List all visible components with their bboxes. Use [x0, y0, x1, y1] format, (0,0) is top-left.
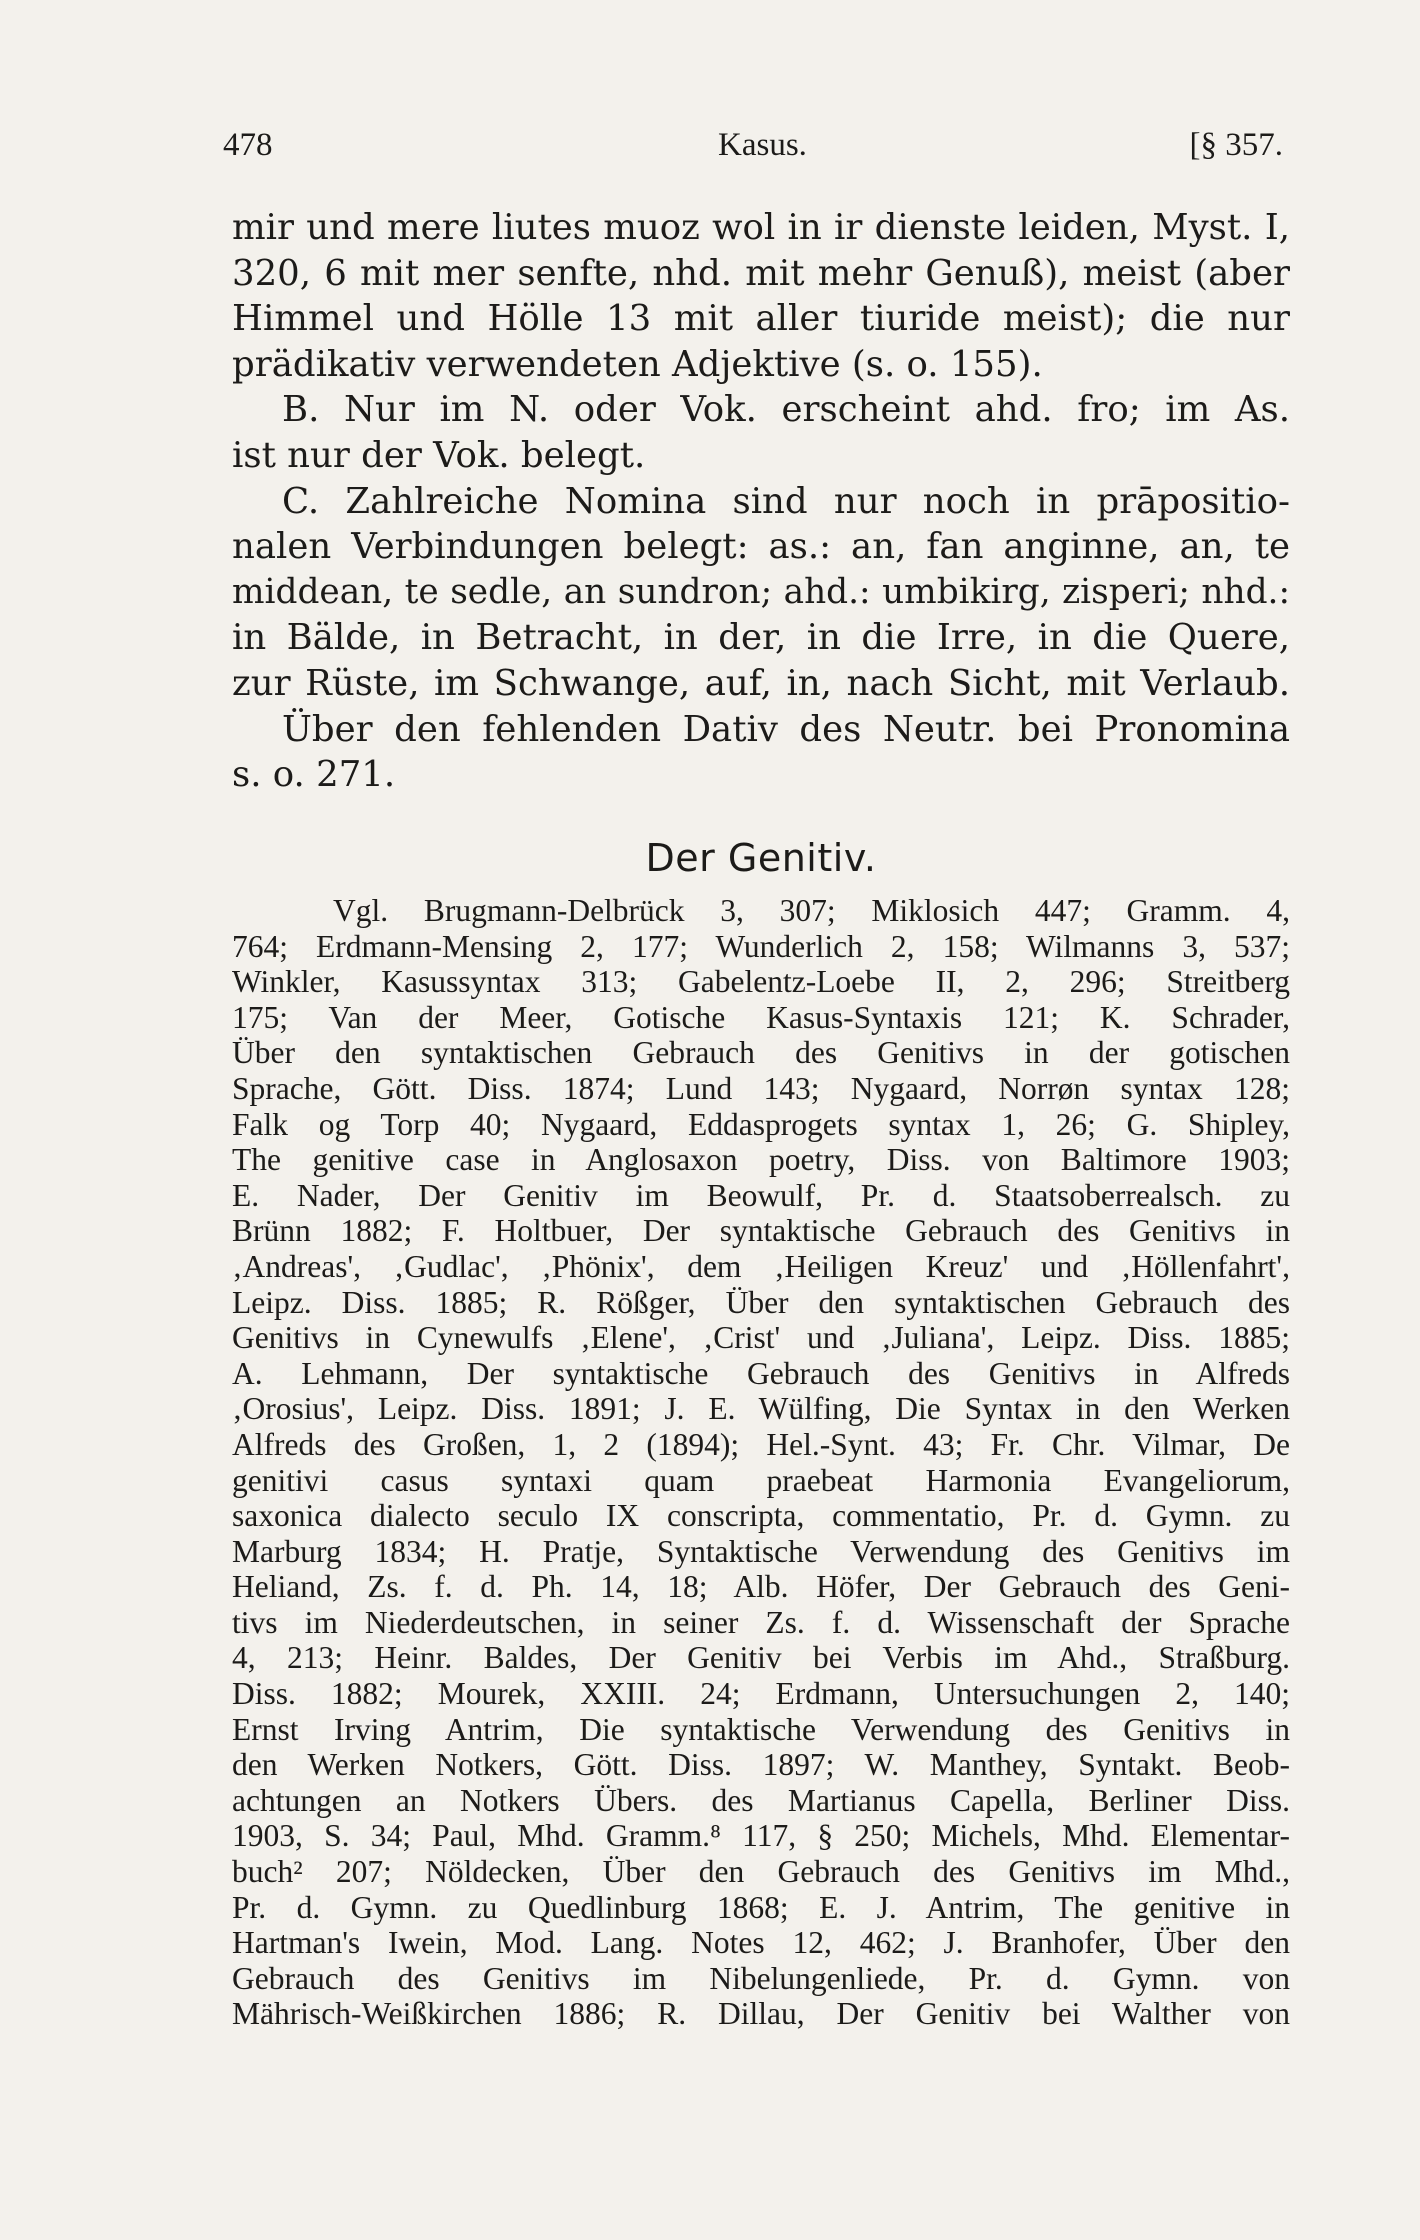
body-line: in Bälde, in Betracht, in der, in die Irre, in die Quere, [232, 617, 1290, 659]
reference-line: Gebrauch des Genitivs im Nibelungenliede, Pr. d. Gymn. von [232, 1960, 1290, 1996]
reference-line: 175; Van der Meer, Gotische Kasus-Syntaxis 121; K. Schrader, [232, 999, 1290, 1035]
body-line: prädikativ verwendeten Adjektive (s. o. 155). [232, 343, 1043, 385]
reference-line: Diss. 1882; Mourek, XXIII. 24; Erdmann, Untersuchungen 2, 140; [232, 1676, 1290, 1712]
reference-line: The genitive case in Anglosaxon poetry, Diss. von Baltimore 1903; [232, 1142, 1290, 1178]
reference-line: den Werken Notkers, Gött. Diss. 1897; W. Manthey, Syntakt. Beob- [232, 1747, 1290, 1783]
reference-line: Ernst Irving Antrim, Die syntaktische Verwendung des Genitivs in [232, 1711, 1290, 1747]
reference-line: E. Nader, Der Genitiv im Beowulf, Pr. d. Staatsoberrealsch. zu [232, 1177, 1290, 1213]
reference-line: Brünn 1882; F. Holtbuer, Der syntaktische Gebrauch des Genitivs in [232, 1213, 1290, 1249]
running-header [223, 125, 1283, 165]
body-paragraphs [232, 205, 1290, 798]
body-line: s. o. 271. [232, 754, 396, 796]
reference-line: ‚Orosius', Leipz. Diss. 1891; J. E. Wülfing, Die Syntax in den Werken [232, 1391, 1290, 1427]
reference-line: Leipz. Diss. 1885; R. Rößger, Über den syntaktischen Gebrauch des [232, 1284, 1290, 1320]
reference-line: 1903, S. 34; Paul, Mhd. Gramm.⁸ 117, § 250; Michels, Mhd. Elementar- [232, 1818, 1290, 1854]
page-number: 478 [223, 127, 273, 163]
reference-line: tivs im Niederdeutschen, in seiner Zs. f. d. Wissenschaft der Sprache [232, 1604, 1290, 1640]
body-line: middean, te sedle, an sundron; ahd.: umbikirg, zisperi; nhd.: [232, 571, 1290, 612]
reference-line: achtungen an Notkers Übers. des Martianus Capella, Berliner Diss. [232, 1782, 1290, 1818]
reference-line: buch² 207; Nöldecken, Über den Gebrauch des Genitivs im Mhd., [232, 1854, 1290, 1890]
body-line: ist nur der Vok. belegt. [232, 434, 646, 476]
reference-line: Genitivs in Cynewulfs ‚Elene', ‚Crist' und ‚Juliana', Leipz. Diss. 1885; [232, 1320, 1290, 1356]
body-line: mir und mere liutes muoz wol in ir dienste leiden, Myst. I, [232, 207, 1290, 248]
body-line: nalen Verbindungen belegt: as.: an, fan anginne, an, te [232, 526, 1290, 568]
reference-line: Falk og Torp 40; Nygaard, Eddasprogets syntax 1, 26; G. Shipley, [232, 1106, 1290, 1142]
reference-line: Winkler, Kasussyntax 313; Gabelentz-Loebe II, 2, 296; Streitberg [232, 964, 1290, 1000]
reference-line: Pr. d. Gymn. zu Quedlinburg 1868; E. J. Antrim, The genitive in [232, 1889, 1290, 1925]
reference-line: Vgl. Brugmann-Delbrück 3, 307; Miklosich 447; Gramm. 4, [333, 893, 1290, 928]
body-line: B. Nur im N. oder Vok. erscheint ahd. fro; im As. [282, 389, 1290, 431]
reference-line: Mährisch-Weißkirchen 1886; R. Dillau, Der Genitiv bei Walther von [232, 1996, 1290, 2032]
reference-line: 4, 213; Heinr. Baldes, Der Genitiv bei Verbis im Ahd., Straßburg. [232, 1640, 1290, 1676]
body-line: zur Rüste, im Schwange, auf, in, nach Sicht, mit Verlaub. [232, 662, 1290, 704]
reference-line: Über den syntaktischen Gebrauch des Genitivs in der gotischen [232, 1035, 1290, 1071]
reference-line: ‚Andreas', ‚Gudlac', ‚Phönix', dem ‚Heiligen Kreuz' und ‚Höllenfahrt', [232, 1248, 1290, 1284]
reference-line: Marburg 1834; H. Pratje, Syntaktische Verwendung des Genitivs im [232, 1533, 1290, 1569]
body-line: Himmel und Hölle 13 mit aller tiuride meist); die nur [232, 298, 1290, 340]
reference-line: Hartman's Iwein, Mod. Lang. Notes 12, 462; J. Branhofer, Über den [232, 1925, 1290, 1961]
reference-line: Alfreds des Großen, 1, 2 (1894); Hel.-Synt. 43; Fr. Chr. Vilmar, De [232, 1426, 1290, 1462]
section-number: [§ 357. [1189, 127, 1283, 163]
reference-line: 764; Erdmann-Mensing 2, 177; Wunderlich 2, 158; Wilmanns 3, 537; [232, 928, 1290, 964]
section-heading: Der Genitiv. [645, 836, 877, 880]
body-line: C. Zahlreiche Nomina sind nur noch in prāpositio- [282, 480, 1290, 522]
reference-line: genitivi casus syntaxi quam praebeat Harmonia Evangeliorum, [232, 1462, 1290, 1498]
reference-line: saxonica dialecto seculo IX conscripta, commentatio, Pr. d. Gymn. zu [232, 1498, 1290, 1534]
body-line: Über den fehlenden Dativ des Neutr. bei Pronomina [282, 708, 1290, 750]
bibliography-paragraph [232, 893, 1290, 2032]
body-line: 320, 6 mit mer senfte, nhd. mit mehr Genuß), meist (aber [232, 252, 1290, 294]
reference-line: Heliand, Zs. f. d. Ph. 14, 18; Alb. Höfer, Der Gebrauch des Geni- [232, 1569, 1290, 1605]
running-title: Kasus. [718, 127, 807, 163]
reference-line: A. Lehmann, Der syntaktische Gebrauch des Genitivs in Alfreds [232, 1355, 1290, 1391]
reference-line: Sprache, Gött. Diss. 1874; Lund 143; Nygaard, Norrøn syntax 128; [232, 1070, 1290, 1106]
